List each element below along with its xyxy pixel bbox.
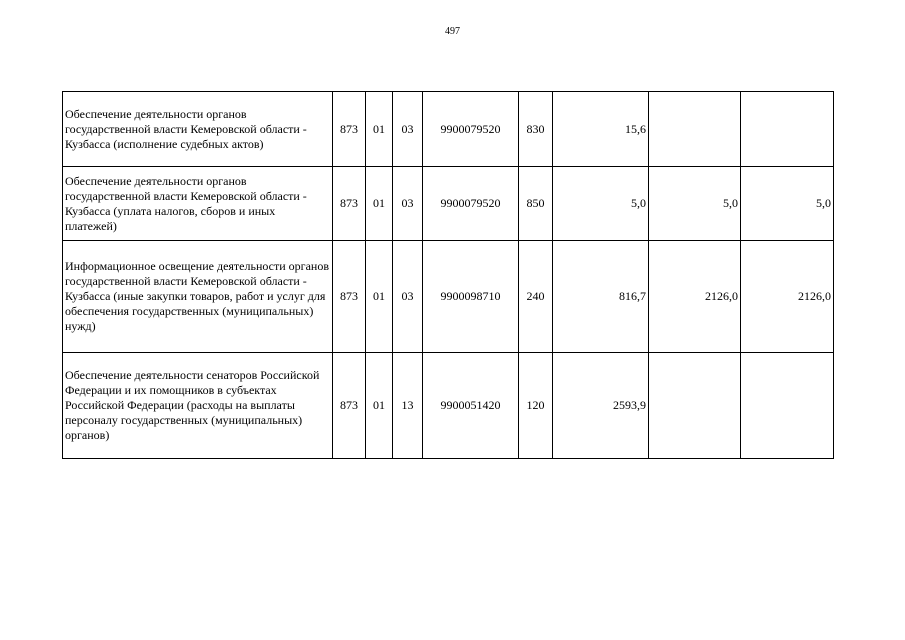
table-row <box>63 241 834 353</box>
amount-year-3: 5,0 <box>741 167 834 241</box>
expense-type-code: 120 <box>519 353 553 459</box>
row-description: Обеспечение деятельности органов государственной власти Кемеровской области - Кузбасса (исполнение судебных актов) <box>63 92 333 167</box>
amount-year-3 <box>741 353 834 459</box>
subsection-code: 03 <box>393 167 423 241</box>
section-code: 01 <box>366 353 393 459</box>
section-code: 01 <box>366 167 393 241</box>
expense-type-code: 830 <box>519 92 553 167</box>
amount-year-2 <box>649 92 741 167</box>
row-description: Информационное освещение деятельности органов государственной власти Кемеровской области - Кузбасса (иные закупки товаров, работ и услуг для обеспечения государственных (муниципальных) нужд) <box>63 241 333 353</box>
amount-year-2: 5,0 <box>649 167 741 241</box>
expense-type-code: 240 <box>519 241 553 353</box>
amount-year-3: 2126,0 <box>741 241 834 353</box>
ministry-code: 873 <box>333 167 366 241</box>
subsection-code: 13 <box>393 353 423 459</box>
amount-year-1: 2593,9 <box>553 353 649 459</box>
subsection-code: 03 <box>393 241 423 353</box>
page-number: 497 <box>445 26 460 37</box>
row-description: Обеспечение деятельности сенаторов Российской Федерации и их помощников в субъектах Российской Федерации (расходы на выплаты персоналу государственных (муниципальных) органов) <box>63 353 333 459</box>
row-description: Обеспечение деятельности органов государственной власти Кемеровской области - Кузбасса (уплата налогов, сборов и иных платежей) <box>63 167 333 241</box>
target-article-code: 9900098710 <box>423 241 519 353</box>
target-article-code: 9900079520 <box>423 92 519 167</box>
section-code: 01 <box>366 241 393 353</box>
target-article-code: 9900051420 <box>423 353 519 459</box>
amount-year-2: 2126,0 <box>649 241 741 353</box>
table-row <box>63 353 834 459</box>
target-article-code: 9900079520 <box>423 167 519 241</box>
subsection-code: 03 <box>393 92 423 167</box>
amount-year-1: 5,0 <box>553 167 649 241</box>
table-row <box>63 167 834 241</box>
budget-table <box>62 91 834 459</box>
amount-year-3 <box>741 92 834 167</box>
amount-year-1: 15,6 <box>553 92 649 167</box>
ministry-code: 873 <box>333 241 366 353</box>
ministry-code: 873 <box>333 92 366 167</box>
amount-year-1: 816,7 <box>553 241 649 353</box>
amount-year-2 <box>649 353 741 459</box>
ministry-code: 873 <box>333 353 366 459</box>
expense-type-code: 850 <box>519 167 553 241</box>
section-code: 01 <box>366 92 393 167</box>
table-row <box>63 92 834 167</box>
